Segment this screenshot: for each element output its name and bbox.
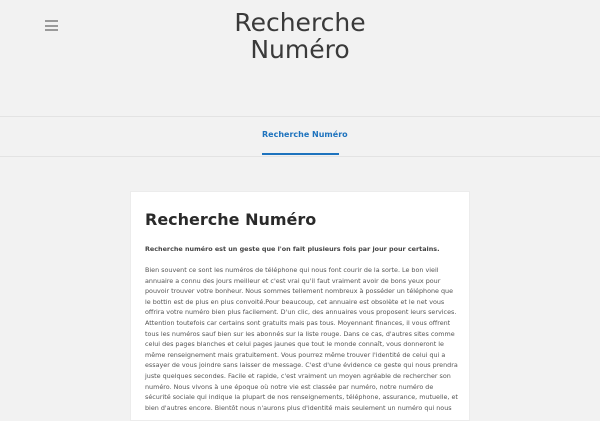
article-card (130, 191, 470, 421)
nav-item-recherche-numero[interactable]: Recherche Numéro (262, 130, 348, 139)
site-title-line1: Recherche (234, 8, 366, 37)
main-navigation (0, 117, 600, 157)
site-title[interactable] (200, 9, 400, 63)
nav-active-indicator (262, 153, 339, 155)
article-line: essayer de vous joindre sans laisser de message. C'est d'une évidence ce geste qui nous prendra (145, 361, 458, 370)
article-line: tous les numéros sauf bien sur les abonnés sur la liste rouge. Dans ce cas, d'autres sites comme (145, 329, 455, 338)
article-line: numéro. Nous vivons à une époque où notre vie est classée par numéro, notre numéro de (145, 382, 434, 391)
article-line: le bottin est de plus en plus convoité.Pour beaucoup, cet annuaire est obsolète et le net vous (145, 297, 445, 306)
article-line: même renseignement mais gratuitement. Vous pourrez même trouver l'identité de celui qui a (145, 350, 446, 359)
article-line: bien d'autres encore. Bientôt nous n'aurons plus d'identité mais seulement un numéro qui nous (145, 403, 452, 412)
menu-icon[interactable] (45, 19, 58, 32)
article-body (145, 265, 457, 413)
article-title: Recherche Numéro (145, 210, 317, 229)
site-title-line2: Numéro (250, 35, 350, 64)
article-line: celui des pages blanches et celui pages jaunes que tout le monde connaît, vous donneront le (145, 340, 444, 349)
article-intro: Recherche numéro est un geste que l'on fait plusieurs fois par jour pour certains. (145, 245, 440, 253)
article-line: Bien souvent ce sont les numéros de téléphone qui nous font courir de la sorte. Le bon vieil (145, 266, 439, 274)
article-line: offrira votre numéro bien plus facilement. D'un clic, des annuaires vous proposent leurs services. (145, 308, 457, 317)
article-line: juste quelques secondes. Facile et rapide, c'est vraiment un moyen agréable de rechercher son (145, 371, 451, 380)
site-header (0, 0, 600, 117)
article-line: Attention toutefois car certains sont gratuits mais pas tous. Moyennant finances, il vous offrent (145, 318, 451, 327)
article-line: sécurité sociale qui indique la plupart de nos renseignements, téléphone, assurance, mutuelle, et (145, 393, 458, 402)
article-line: pouvoir trouver votre bonheur. Nous sommes tellement nombreux à posséder un téléphone que (145, 287, 454, 296)
article-line: annuaire a connu des jours meilleur et c'est vrai qu'il faut vraiment avoir de bons yeux pour (145, 276, 441, 285)
